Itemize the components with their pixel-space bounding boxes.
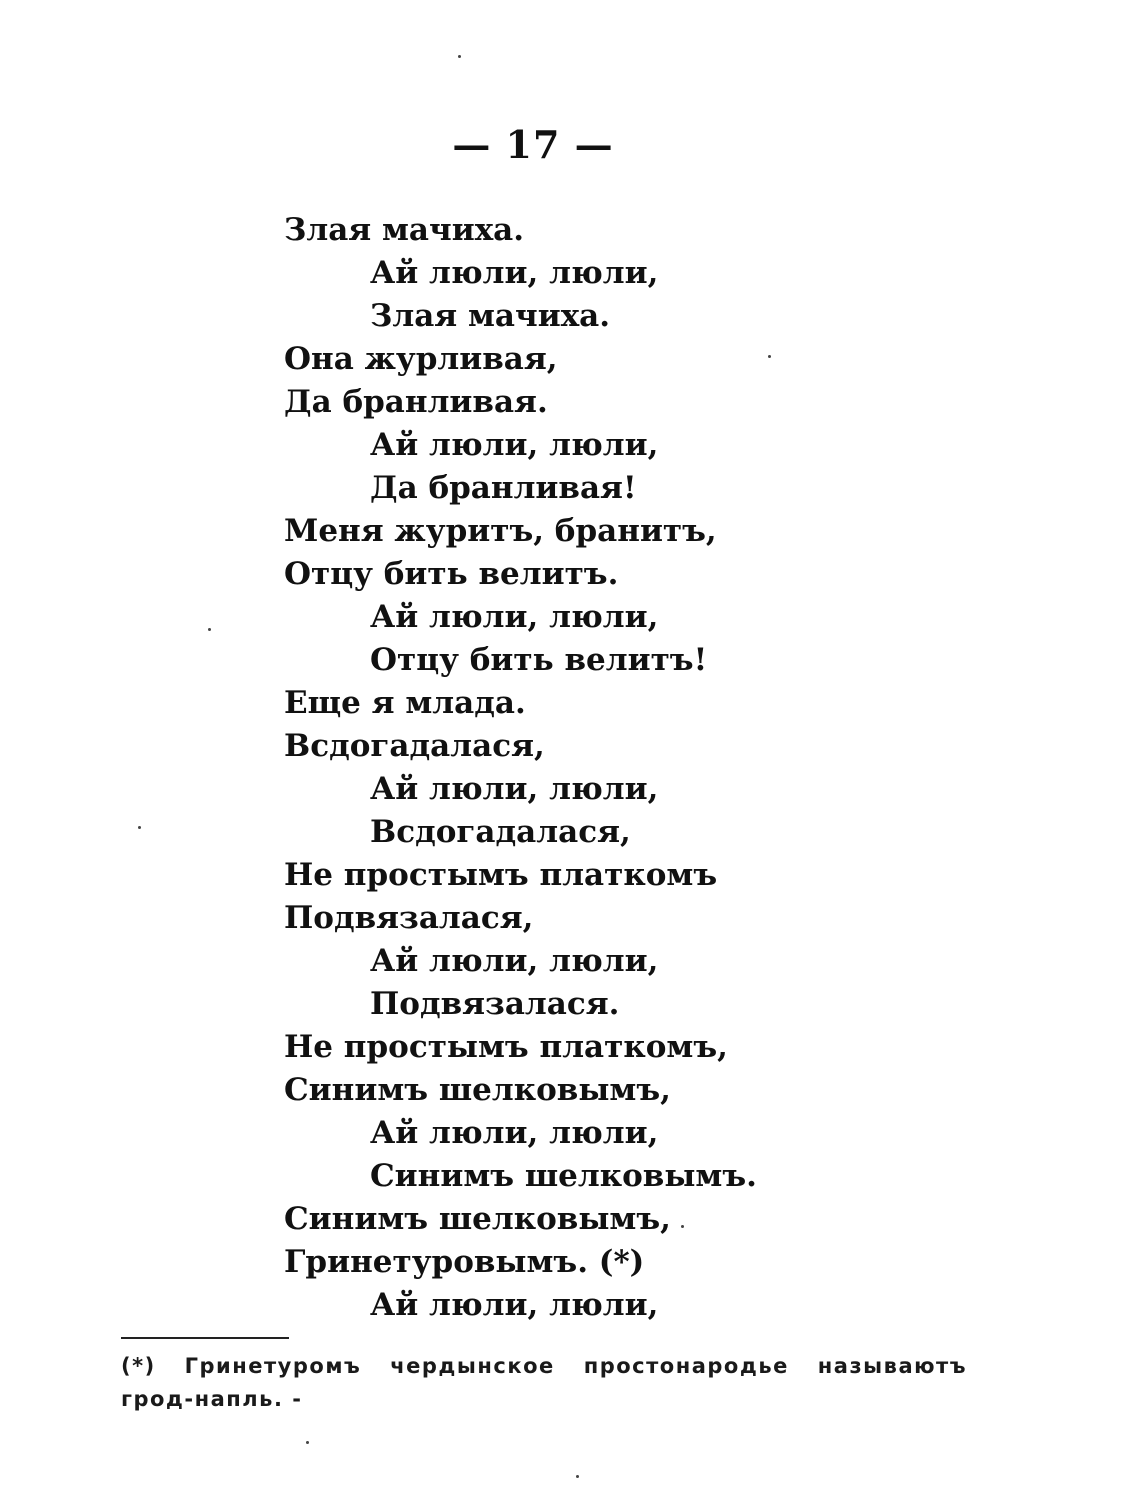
poem-refrain-line: Ай люли, люли, [370, 943, 659, 979]
poem-refrain-line: Ай люли, люли, [370, 1115, 659, 1151]
poem-refrain-line: Да бранливая! [370, 470, 637, 506]
poem-refrain-line: Ай люли, люли, [370, 771, 659, 807]
scan-speck [306, 1441, 309, 1444]
poem-refrain-line: Ай люли, люли, [370, 1287, 659, 1323]
scan-speck [768, 355, 771, 358]
poem-refrain-line: Всдогадалася, [370, 814, 631, 850]
footnote-divider [121, 1337, 289, 1339]
poem-line: Не простымъ платкомъ [284, 857, 718, 893]
scan-speck [576, 1475, 579, 1478]
poem-refrain-line: Злая мачиха. [370, 298, 611, 334]
scan-speck [458, 55, 461, 58]
footnote: (*) Гринетуромъ чердынское простонародье называютъ грод-напль. - [121, 1354, 967, 1411]
poem-line: Отцу бить велитъ. [284, 556, 619, 592]
scan-speck [681, 1225, 684, 1228]
poem-refrain-line: Подвязалася. [370, 986, 620, 1022]
poem-text [284, 209, 757, 1327]
scan-speck [138, 826, 141, 829]
poem-line: Злая мачиха. [284, 212, 525, 248]
poem-line: Меня журитъ, бранитъ, [284, 513, 717, 549]
poem-refrain-line: Синимъ шелковымъ. [370, 1158, 757, 1194]
poem-line: Да бранливая. [284, 384, 548, 420]
poem-line: Синимъ шелковымъ, [284, 1072, 671, 1108]
scan-speck [208, 628, 211, 631]
page-number: — 17 — [452, 122, 614, 167]
poem-line: Не простымъ платкомъ, [284, 1029, 728, 1065]
poem-line: Еще я млада. [284, 685, 526, 721]
poem-refrain-line: Ай люли, люли, [370, 599, 659, 635]
poem-refrain-line: Ай люли, люли, [370, 255, 659, 291]
poem-line: Всдогадалася, [284, 728, 545, 764]
poem-refrain-line: Ай люли, люли, [370, 427, 659, 463]
poem-line: Она журливая, [284, 341, 558, 377]
poem-refrain-line: Отцу бить велитъ! [370, 642, 708, 678]
poem-line: Гринетуровымъ. (*) [284, 1244, 645, 1280]
poem-line: Подвязалася, [284, 900, 534, 936]
poem-line: Синимъ шелковымъ, [284, 1201, 671, 1237]
